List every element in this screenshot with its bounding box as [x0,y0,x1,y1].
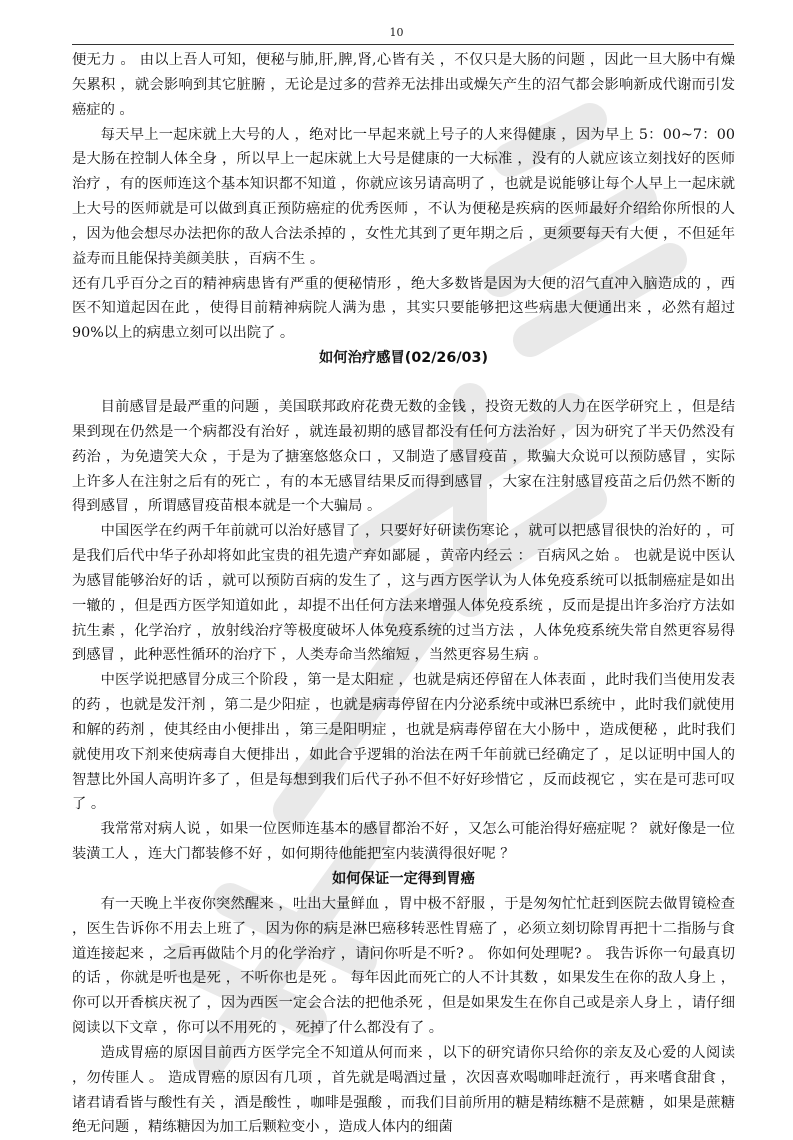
paragraph: 中国医学在约两千年前就可以治好感冒了 ，只要好好研读伤寒论 ，就可以把感冒很快的治好的 ，可是我们后代中华子孙却将如此宝贵的祖先遗产弃如鄙屣 ，黄帝内经云 ： 百病风之始 。 也就是说中医认为感冒能够治好的话 ，就可以预防百病的发生了 ，这与西方医学认为人体免疫系统可以抵制癌症是如出一辙的 ，但是西方医学知道如此 ，却提不出任何方法来增强人体免疫系统 ，反而是提出许多治疗方法如抗生素 ，化学治疗 ，放射线治疗等极度破坏人体免疫系统的过当方法 ，人体免疫系统失常自然更容易得到感冒 ，此种恶性循环的治疗下 ，人类寿命当然缩短 ，当然更容易生病 。 [72,523,735,664]
paragraph: 还有几乎百分之百的精神病患皆有严重的便秘情形 ，绝大多数皆是因为大便的沼气直冲入脑造成的 ，西医不知道起因在此 ，使得目前精神病院人满为患 ，其实只要能够把这些病患大便通出来 ，必然有超过 90%以上的病患立刻可以出院了 。 [72,275,735,342]
section-heading: 如何保证一定得到胃癌 [332,871,475,887]
section-heading: 如何治疗感冒(02/26/03) [319,350,488,367]
document-body [72,48,735,1140]
section-spacer [72,371,735,395]
paragraph: 目前感冒是最严重的问题 ，美国联邦政府花费无数的金钱 ，投资无数的人力在医学研究上 ，但是结果到现在仍然是一个病都没有治好 ，就连最初期的感冒都没有任何方法治好 ，因为研究了半天仍然没有药治 ，为免遗笑大众 ，于是为了搪塞悠悠众口 ，又制造了感冒疫苗 ，欺骗大众说可以预防感冒 ，实际上许多人在注射之后有的死亡 ，有的本无感冒结果反而得到感冒 ，大家在注射感冒疫苗之后仍然不断的得到感冒 ，所谓感冒疫苗根本就是一个大骗局 。 [72,398,735,515]
paragraph: 有一天晚上半夜你突然醒来 ，吐出大量鲜血 ，胃中极不舒服 ，于是匆匆忙忙赶到医院去做胃镜检查 ，医生告诉你不用去上班了 ，因为你的病是淋巴癌移转恶性胃癌了 ，必须立刻切除胃再把十二指肠与食道连接起来 ，之后再做陆个月的化学治疗 ，请问你听是不听? 。 你如何处理呢? 。 我告诉你一句最真切的话 ，你就是听也是死 ，不听你也是死 。 每年因此而死亡的人不计其数 ，如果发生在你的敌人身上 ，你可以开香槟庆祝了 ，因为西医一定会合法的把他杀死 ，但是如果发生在你自己或是亲人身上 ，请仔细阅读以下文章 ，你可以不用死的 ，死掉了什么都没有了 。 [72,895,735,1037]
paragraph: 造成胃癌的原因目前西方医学完全不知道从何而来 ，以下的研究请你只给你的亲友及心爱的人阅读 ，勿传匪人 。 造成胃癌的原因有几项 ，首先就是喝酒过量 ，次因喜欢喝咖啡赶流行 ，再来嗜食甜食 ，诸君请看皆与酸性有关 ，酒是酸性 ，咖啡是强酸 ，而我们目前所用的糖是精练糖不是蔗糖 ，如果是蔗糖绝无问题 ，精练糖因为加工后颗粒变小 ，造成人体内的细菌 [72,1044,735,1136]
page-number: 10 [389,26,404,39]
paragraph: 每天早上一起床就上大号的人 ，绝对比一早起来就上号子的人来得健康 ，因为早上 5：00~7：00 是大肠在控制人体全身 ，所以早上一起床就上大号是健康的一大标准 ，没有的人就应该立刻找好的医师治疗 ，有的医师连这个基本知识都不知道 ，你就应该另请高明了 ，也就是说能够让每个人早上一起床就上大号的医师就是可以做到真正预防癌症的优秀医师 ，不认为便秘是疾病的医师最好介绍给你所恨的人 ，因为他会想尽办法把你的敌人合法杀掉的 ，女性尤其到了更年期之后 ，更须要每天有大便 ，不但延年益寿而且能保持美颜美肤 ，百病不生 。 [72,126,735,267]
paragraph: 中医学说把感冒分成三个阶段 ，第一是太阳症 ，也就是病还停留在人体表面 ，此时我们当使用发表的药 ，也就是发汗剂 ，第二是少阳症 ，也就是病毒停留在内分泌系统中或淋巴系统中 ，此时我们就使用和解的药剂 ，使其经由小便排出 ，第三是阳明症 ，也就是病毒停留在大小肠中 ，造成便秘 ，此时我们就使用攻下剂来使病毒自大便排出 ，如此合乎逻辑的治法在两千年前就已经确定了 ，足以证明中国人的智慧比外国人高明许多了 ，但是每想到我们后代子孙不但不好好珍惜它 ，反而歧视它 ，实在是可悲可叹了 。 [72,672,735,813]
paragraph: 便无力 。 由以上吾人可知，便秘与肺,肝,脾,肾,心皆有关 ，不仅只是大肠的问题 ，因此一旦大肠中有燥矢累积 ，就会影响到其它脏腑 ，无论是过多的营养无法排出或燥矢产生的沼气都会影响新成代谢而引发癌症的 。 [72,52,735,118]
paragraph: 我常常对病人说 ，如果一位医师连基本的感冒都治不好 ，又怎么可能治得好癌症呢 ？ 就好像是一位装潢工人 ，连大门都装修不好 ，如何期待他能把室内装潢得很好呢 ？ [72,821,735,863]
header-rule [72,44,734,45]
